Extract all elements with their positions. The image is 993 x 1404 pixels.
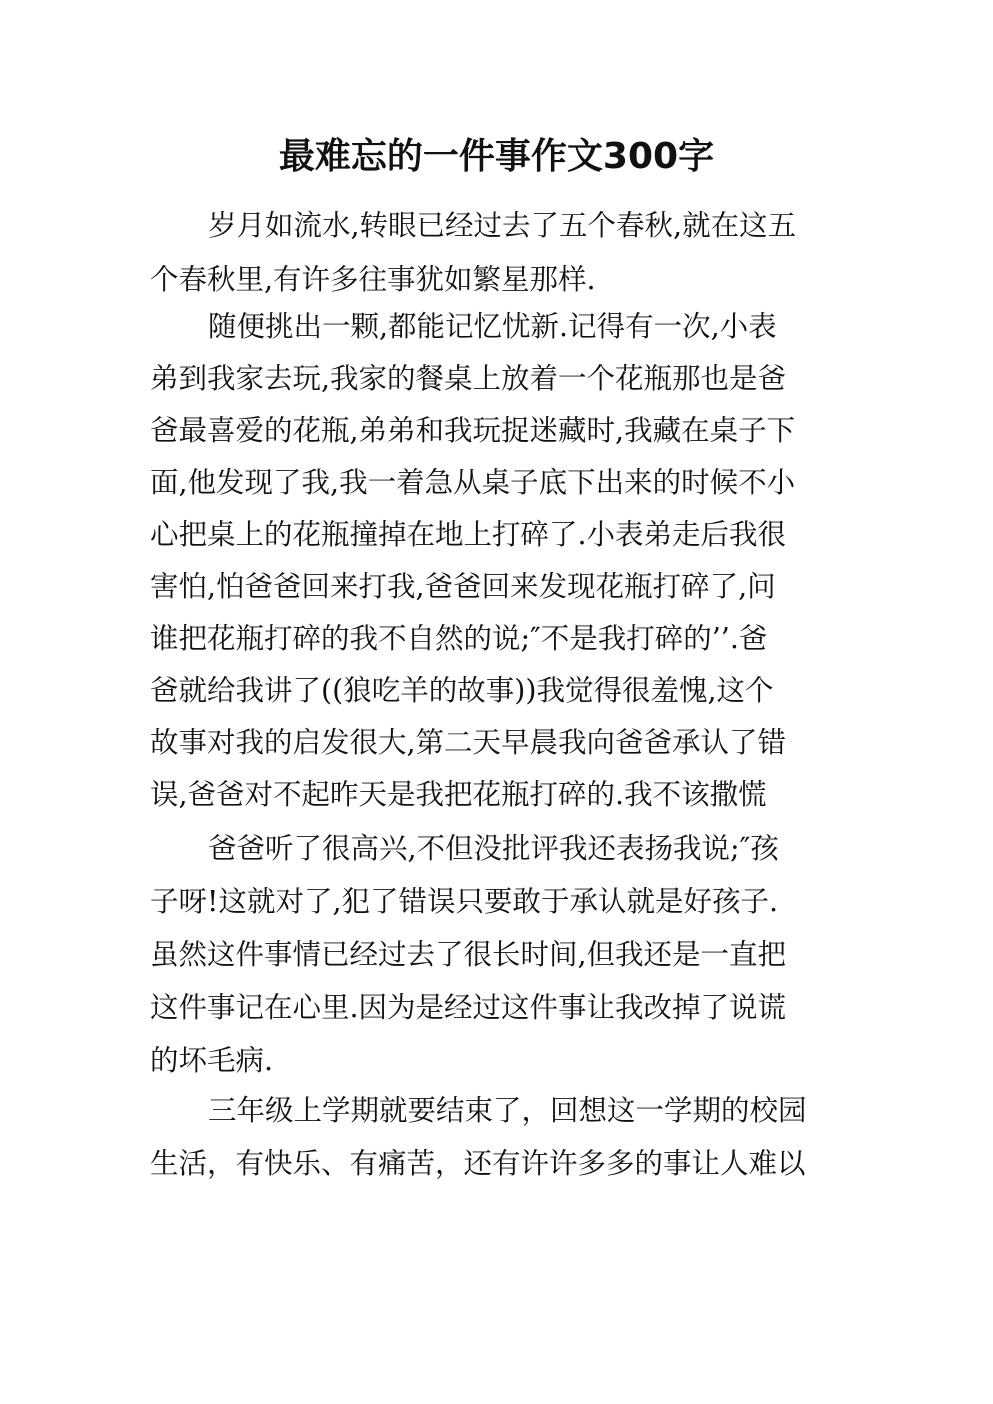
text-line: 谁把花瓶打碎的我不自然的说;″不是我打碎的’’.爸: [150, 622, 768, 655]
paragraph: [150, 199, 850, 307]
text-line: 故事对我的启发很大,第二天早晨我向爸爸承认了错: [150, 726, 787, 759]
paragraph: [150, 822, 850, 1087]
document-title: 最难忘的一件事作文300字: [278, 136, 715, 177]
text-line: 个春秋里,有许多往事犹如繁星那样.: [150, 263, 596, 296]
text-line: 这件事记在心里.因为是经过这件事让我改掉了说谎: [150, 991, 787, 1024]
text-line: 爸最喜爱的花瓶,弟弟和我玩捉迷藏时,我藏在桌子下: [150, 414, 796, 447]
text-line: 害怕,怕爸爸回来打我,爸爸回来发现花瓶打碎了,问: [150, 570, 776, 603]
text-line: 心把桌上的花瓶撞掉在地上打碎了.小表弟走后我很: [150, 518, 787, 551]
text-line: 三年级上学期就要结束了，回想这一学期的校园: [208, 1094, 807, 1127]
text-line: 的坏毛病.: [150, 1044, 274, 1077]
text-line: 子呀!这就对了,犯了错误只要敢于承认就是好孩子.: [150, 885, 779, 918]
paragraph: [150, 301, 850, 821]
text-line: 面,他发现了我,我一着急从桌子底下出来的时候不小: [150, 466, 796, 499]
text-line: 生活，有快乐、有痛苦，还有许许多多的事让人难以: [150, 1147, 806, 1180]
paragraph: [150, 1084, 850, 1190]
text-line: 岁月如流水,转眼已经过去了五个春秋,就在这五: [208, 209, 797, 242]
text-line: 弟到我家去玩,我家的餐桌上放着一个花瓶那也是爸: [150, 362, 787, 395]
text-line: 虽然这件事情已经过去了很长时间,但我还是一直把: [150, 938, 787, 971]
text-line: 误,爸爸对不起昨天是我把花瓶打碎的.我不该撒慌: [150, 778, 767, 811]
text-line: 随便挑出一颗,都能记忆忧新.记得有一次,小表: [208, 310, 777, 343]
text-line: 爸爸听了很高兴,不但没批评我还表扬我说;″孩: [208, 832, 779, 865]
text-line: 爸就给我讲了((狼吃羊的故事))我觉得很羞愧,这个: [150, 674, 774, 707]
